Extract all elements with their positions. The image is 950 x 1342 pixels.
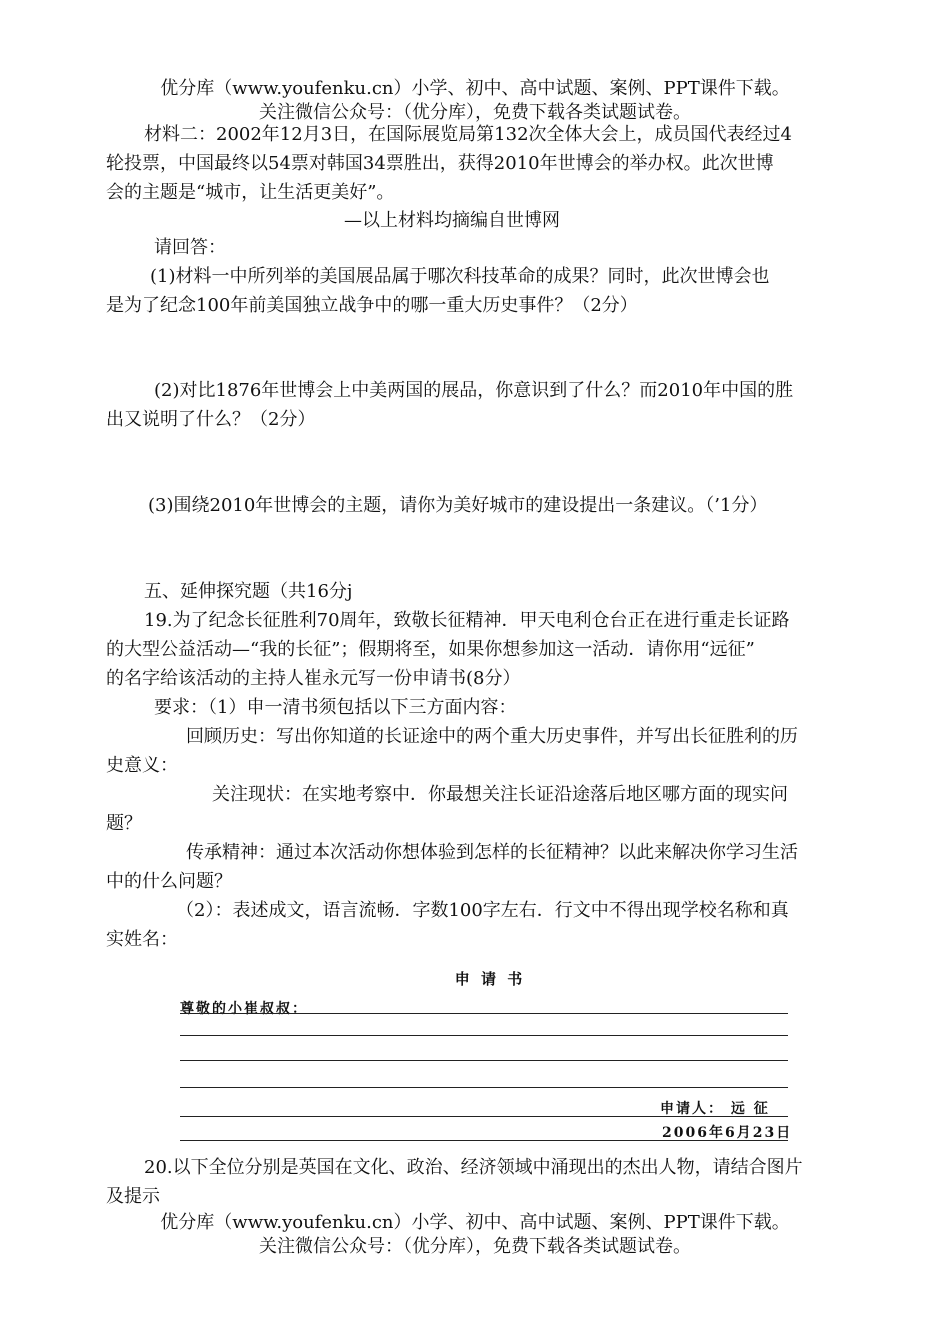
question-2-line-2: 出又说明了什么？（2分） (106, 409, 316, 430)
requirement-line-3: 史意义： (106, 755, 178, 776)
material2-line-3: 会的主题是“城市，让生活更美好”。 (106, 182, 395, 203)
form-ruled-line (180, 1035, 788, 1036)
question-2-line-1: (2)对比1876年世博会上中美两国的展品，你意识到了什么？而2010年中国的胜 (154, 380, 794, 401)
form-ruled-line (180, 1140, 788, 1141)
question-1-line-2: 是为了纪念100年前美国独立战争中的哪一重大历史事件？（2分） (106, 295, 638, 316)
footer-line-1: 优分库（www.youfenku.cn）小学、初中、高中试题、案例、PPT课件下载。 (160, 1212, 790, 1233)
requirement-line-7: 中的什么问题？ (106, 871, 232, 892)
question-1-line-1: (1)材料一中所列举的美国展品属于哪次科技革命的成果？同时，此次世博会也 (150, 266, 770, 287)
material2-line-2: 轮投票，中国最终以54票对韩国34票胜出，获得2010年世博会的举办权。此次世博 (106, 153, 774, 174)
question-3: (3)围绕2010年世博会的主题，请你为美好城市的建设提出一条建议。（’1分） (148, 495, 768, 516)
form-ruled-line (180, 1013, 788, 1014)
form-applicant: 申请人： 远 征 (660, 1101, 770, 1117)
section-5-title: 五、延伸探究题（共16分j (144, 581, 353, 602)
question-19-line-1: 19.为了纪念长征胜利70周年，致敬长征精神．甲天电利仓台正在进行重走长证路 (144, 610, 790, 631)
form-ruled-line (180, 1116, 788, 1117)
answer-prompt: 请回答： (154, 237, 226, 258)
question-20-line-2: 及提示 (106, 1186, 160, 1207)
requirement-line-6: 传承精神：通过本次活动你想体验到怎样的长征精神？以此来解决你学习生活 (186, 842, 798, 863)
form-date: 2006年6月23日 (662, 1125, 793, 1141)
requirement-line-4: 关注现状：在实地考察中．你最想关注长证沿途落后地区哪方面的现实问 (212, 784, 788, 805)
material2-source: —以上材料均摘编自世博网 (344, 210, 560, 231)
requirement-line-5: 题？ (106, 813, 142, 834)
footer-line-2: 关注微信公众号：（优分库），免费下载各类试题试卷。 (259, 1236, 691, 1257)
requirement-line-9: 实姓名： (106, 929, 178, 950)
form-ruled-line (180, 1087, 788, 1088)
requirement-line-1: 要求：（1）申一清书须包括以下三方面内容： (154, 697, 517, 718)
requirement-line-2: 回顾历史：写出你知道的长证途中的两个重大历史事件，并写出长征胜利的历 (186, 726, 798, 747)
question-20-line-1: 20.以下全位分别是英国在文化、政治、经济领域中涌现出的杰出人物，请结合图片 (144, 1157, 803, 1178)
question-19-line-3: 的名字给该活动的主持人崔永元写一份申请书(8分） (106, 668, 521, 689)
material2-line-1: 材料二：2002年12月3日，在国际展览局第132次全体大会上，成员国代表经过4 (144, 124, 792, 145)
requirement-line-8: （2）：表述成文，语言流畅．字数100字左右．行文中不得出现学校名称和真 (176, 900, 789, 921)
header-line-1: 优分库（www.youfenku.cn）小学、初中、高中试题、案例、PPT课件下载。 (160, 78, 790, 99)
header-line-2: 关注微信公众号：（优分库），免费下载各类试题试卷。 (259, 102, 691, 123)
form-title: 申 请 书 (454, 970, 526, 988)
form-ruled-line (180, 1060, 788, 1061)
question-19-line-2: 的大型公益活动—“我的长征”；假期将至，如果你想参加这一活动．请你用“远征” (106, 639, 755, 660)
form-salutation: 尊敬的小崔叔叔： (180, 1001, 308, 1017)
